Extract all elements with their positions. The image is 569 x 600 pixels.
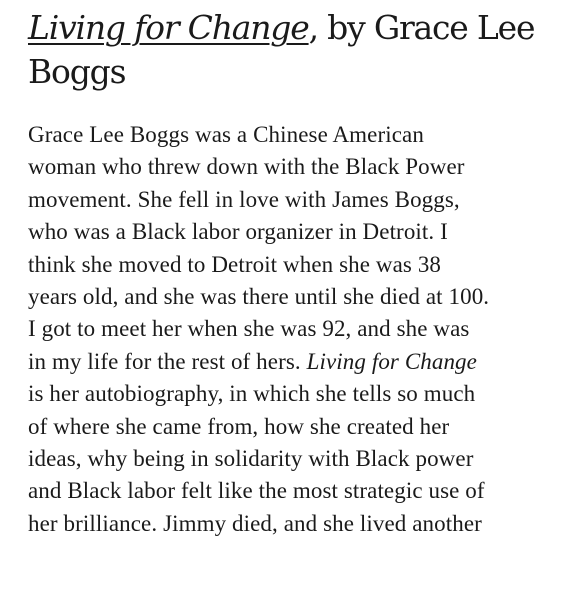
body-line: ideas, why being in solidarity with Black power — [28, 446, 474, 472]
body-line: is her autobiography, in which she tells so much — [28, 381, 476, 407]
body-line: years old, and she was there until she died at 100. — [28, 284, 490, 310]
body-line: her brilliance. Jimmy died, and she lived another — [28, 510, 482, 536]
book-title-link[interactable]: Living for Change — [28, 8, 309, 47]
article-heading — [28, 6, 558, 94]
body-line: and Black labor felt like the most strategic use of — [28, 478, 485, 504]
article-body — [28, 119, 558, 540]
body-line: woman who threw down with the Black Power — [28, 154, 465, 180]
body-line — [28, 346, 558, 378]
body-line: of where she came from, how she created her — [28, 413, 450, 439]
body-line-text: in my life for the rest of hers. — [28, 348, 307, 374]
article — [28, 6, 558, 540]
body-line: Grace Lee Boggs was a Chinese American — [28, 122, 424, 147]
inline-book-title: Living for Change — [306, 348, 477, 374]
body-line: who was a Black labor organizer in Detroit. I — [28, 219, 448, 245]
body-line: think she moved to Detroit when she was 38 — [28, 251, 442, 277]
body-line: I got to meet her when she was 92, and she was — [28, 316, 470, 342]
heading-author: , by Grace Lee Boggs — [28, 8, 535, 91]
body-line: movement. She fell in love with James Boggs, — [28, 186, 460, 212]
